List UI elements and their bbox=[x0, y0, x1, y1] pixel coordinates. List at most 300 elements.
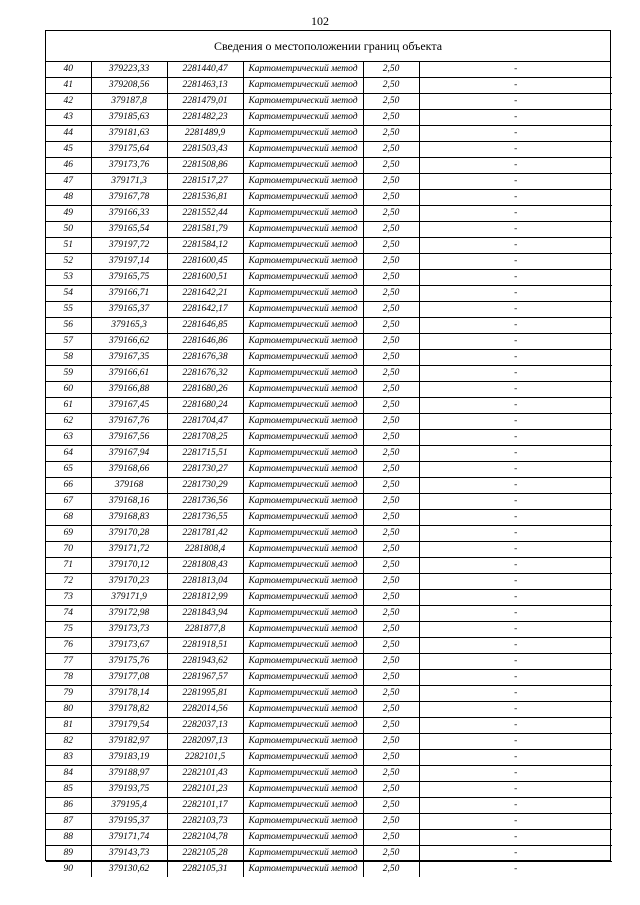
description-cell: - bbox=[419, 222, 612, 238]
x-coordinate-cell: 379168,66 bbox=[91, 462, 167, 478]
description-cell: - bbox=[419, 430, 612, 446]
y-coordinate-cell: 2281503,43 bbox=[167, 142, 243, 158]
description-cell: - bbox=[419, 494, 612, 510]
description-cell: - bbox=[419, 750, 612, 766]
accuracy-cell: 2,50 bbox=[363, 286, 419, 302]
description-cell: - bbox=[419, 174, 612, 190]
method-cell: Картометрический метод bbox=[243, 254, 363, 270]
y-coordinate-cell: 2282105,28 bbox=[167, 846, 243, 862]
point-number-cell: 85 bbox=[46, 782, 91, 798]
table-title: Сведения о местоположении границ объекта bbox=[46, 31, 610, 62]
y-coordinate-cell: 2281600,51 bbox=[167, 270, 243, 286]
description-cell: - bbox=[419, 542, 612, 558]
x-coordinate-cell: 379167,78 bbox=[91, 190, 167, 206]
accuracy-cell: 2,50 bbox=[363, 542, 419, 558]
y-coordinate-cell: 2281508,86 bbox=[167, 158, 243, 174]
accuracy-cell: 2,50 bbox=[363, 190, 419, 206]
x-coordinate-cell: 379179,54 bbox=[91, 718, 167, 734]
description-cell: - bbox=[419, 238, 612, 254]
method-cell: Картометрический метод bbox=[243, 302, 363, 318]
method-cell: Картометрический метод bbox=[243, 606, 363, 622]
method-cell: Картометрический метод bbox=[243, 158, 363, 174]
method-cell: Картометрический метод bbox=[243, 382, 363, 398]
y-coordinate-cell: 2281680,26 bbox=[167, 382, 243, 398]
y-coordinate-cell: 2282104,78 bbox=[167, 830, 243, 846]
method-cell: Картометрический метод bbox=[243, 702, 363, 718]
accuracy-cell: 2,50 bbox=[363, 430, 419, 446]
y-coordinate-cell: 2281995,81 bbox=[167, 686, 243, 702]
table-row bbox=[46, 78, 612, 94]
point-number-cell: 66 bbox=[46, 478, 91, 494]
y-coordinate-cell: 2281552,44 bbox=[167, 206, 243, 222]
method-cell: Картометрический метод bbox=[243, 814, 363, 830]
x-coordinate-cell: 379143,73 bbox=[91, 846, 167, 862]
method-cell: Картометрический метод bbox=[243, 574, 363, 590]
description-cell: - bbox=[419, 718, 612, 734]
point-number-cell: 45 bbox=[46, 142, 91, 158]
point-number-cell: 88 bbox=[46, 830, 91, 846]
method-cell: Картометрический метод bbox=[243, 286, 363, 302]
table-row bbox=[46, 686, 612, 702]
method-cell: Картометрический метод bbox=[243, 270, 363, 286]
description-cell: - bbox=[419, 318, 612, 334]
accuracy-cell: 2,50 bbox=[363, 334, 419, 350]
description-cell: - bbox=[419, 126, 612, 142]
accuracy-cell: 2,50 bbox=[363, 302, 419, 318]
point-number-cell: 57 bbox=[46, 334, 91, 350]
table-row bbox=[46, 318, 612, 334]
x-coordinate-cell: 379171,72 bbox=[91, 542, 167, 558]
table-row bbox=[46, 590, 612, 606]
accuracy-cell: 2,50 bbox=[363, 142, 419, 158]
method-cell: Картометрический метод bbox=[243, 414, 363, 430]
x-coordinate-cell: 379165,37 bbox=[91, 302, 167, 318]
y-coordinate-cell: 2281736,56 bbox=[167, 494, 243, 510]
x-coordinate-cell: 379167,45 bbox=[91, 398, 167, 414]
description-cell: - bbox=[419, 94, 612, 110]
table-row bbox=[46, 350, 612, 366]
y-coordinate-cell: 2281812,99 bbox=[167, 590, 243, 606]
method-cell: Картометрический метод bbox=[243, 334, 363, 350]
y-coordinate-cell: 2281813,04 bbox=[167, 574, 243, 590]
point-number-cell: 71 bbox=[46, 558, 91, 574]
y-coordinate-cell: 2281843,94 bbox=[167, 606, 243, 622]
accuracy-cell: 2,50 bbox=[363, 254, 419, 270]
x-coordinate-cell: 379168,16 bbox=[91, 494, 167, 510]
x-coordinate-cell: 379165,54 bbox=[91, 222, 167, 238]
x-coordinate-cell: 379166,33 bbox=[91, 206, 167, 222]
x-coordinate-cell: 379166,62 bbox=[91, 334, 167, 350]
point-number-cell: 73 bbox=[46, 590, 91, 606]
table-row bbox=[46, 542, 612, 558]
accuracy-cell: 2,50 bbox=[363, 206, 419, 222]
accuracy-cell: 2,50 bbox=[363, 174, 419, 190]
method-cell: Картометрический метод bbox=[243, 478, 363, 494]
description-cell: - bbox=[419, 622, 612, 638]
table-row bbox=[46, 718, 612, 734]
method-cell: Картометрический метод bbox=[243, 318, 363, 334]
table-row bbox=[46, 270, 612, 286]
method-cell: Картометрический метод bbox=[243, 238, 363, 254]
x-coordinate-cell: 379187,8 bbox=[91, 94, 167, 110]
y-coordinate-cell: 2282014,56 bbox=[167, 702, 243, 718]
table-row bbox=[46, 142, 612, 158]
table-row bbox=[46, 334, 612, 350]
point-number-cell: 67 bbox=[46, 494, 91, 510]
method-cell: Картометрический метод bbox=[243, 750, 363, 766]
accuracy-cell: 2,50 bbox=[363, 494, 419, 510]
accuracy-cell: 2,50 bbox=[363, 126, 419, 142]
method-cell: Картометрический метод bbox=[243, 654, 363, 670]
table-row bbox=[46, 862, 612, 878]
accuracy-cell: 2,50 bbox=[363, 574, 419, 590]
method-cell: Картометрический метод bbox=[243, 590, 363, 606]
x-coordinate-cell: 379167,56 bbox=[91, 430, 167, 446]
point-number-cell: 60 bbox=[46, 382, 91, 398]
method-cell: Картометрический метод bbox=[243, 110, 363, 126]
table-row bbox=[46, 238, 612, 254]
x-coordinate-cell: 379166,88 bbox=[91, 382, 167, 398]
method-cell: Картометрический метод bbox=[243, 798, 363, 814]
point-number-cell: 79 bbox=[46, 686, 91, 702]
method-cell: Картометрический метод bbox=[243, 62, 363, 78]
accuracy-cell: 2,50 bbox=[363, 78, 419, 94]
table-row bbox=[46, 302, 612, 318]
point-number-cell: 86 bbox=[46, 798, 91, 814]
table-row bbox=[46, 782, 612, 798]
table-row bbox=[46, 158, 612, 174]
accuracy-cell: 2,50 bbox=[363, 94, 419, 110]
point-number-cell: 52 bbox=[46, 254, 91, 270]
coordinates-table bbox=[46, 62, 612, 877]
x-coordinate-cell: 379197,72 bbox=[91, 238, 167, 254]
description-cell: - bbox=[419, 702, 612, 718]
point-number-cell: 75 bbox=[46, 622, 91, 638]
x-coordinate-cell: 379130,62 bbox=[91, 862, 167, 878]
table-row bbox=[46, 206, 612, 222]
table-row bbox=[46, 702, 612, 718]
point-number-cell: 40 bbox=[46, 62, 91, 78]
method-cell: Картометрический метод bbox=[243, 718, 363, 734]
x-coordinate-cell: 379172,98 bbox=[91, 606, 167, 622]
y-coordinate-cell: 2281676,32 bbox=[167, 366, 243, 382]
table-row bbox=[46, 670, 612, 686]
description-cell: - bbox=[419, 686, 612, 702]
y-coordinate-cell: 2282101,5 bbox=[167, 750, 243, 766]
point-number-cell: 55 bbox=[46, 302, 91, 318]
accuracy-cell: 2,50 bbox=[363, 462, 419, 478]
accuracy-cell: 2,50 bbox=[363, 398, 419, 414]
y-coordinate-cell: 2282103,73 bbox=[167, 814, 243, 830]
method-cell: Картометрический метод bbox=[243, 350, 363, 366]
description-cell: - bbox=[419, 814, 612, 830]
accuracy-cell: 2,50 bbox=[363, 446, 419, 462]
accuracy-cell: 2,50 bbox=[363, 414, 419, 430]
description-cell: - bbox=[514, 864, 518, 875]
y-coordinate-cell: 2282105,31 bbox=[167, 862, 243, 878]
method-cell: Картометрический метод bbox=[243, 430, 363, 446]
accuracy-cell: 2,50 bbox=[363, 510, 419, 526]
x-coordinate-cell: 379193,75 bbox=[91, 782, 167, 798]
method-cell: Картометрический метод bbox=[243, 206, 363, 222]
y-coordinate-cell: 2281440,47 bbox=[167, 62, 243, 78]
point-number-cell: 81 bbox=[46, 718, 91, 734]
y-coordinate-cell: 2281918,51 bbox=[167, 638, 243, 654]
table-row bbox=[46, 766, 612, 782]
method-cell: Картометрический метод bbox=[243, 190, 363, 206]
table-row bbox=[46, 174, 612, 190]
method-cell: Картометрический метод bbox=[243, 638, 363, 654]
boundary-table-frame bbox=[45, 30, 611, 875]
table-row bbox=[46, 94, 612, 110]
accuracy-cell: 2,50 bbox=[363, 382, 419, 398]
y-coordinate-cell: 2281708,25 bbox=[167, 430, 243, 446]
y-coordinate-cell: 2281808,43 bbox=[167, 558, 243, 574]
method-cell: Картометрический метод bbox=[243, 78, 363, 94]
method-cell: Картометрический метод bbox=[243, 94, 363, 110]
table-row bbox=[46, 126, 612, 142]
accuracy-cell: 2,50 bbox=[363, 238, 419, 254]
y-coordinate-cell: 2281517,27 bbox=[167, 174, 243, 190]
table-row bbox=[46, 398, 612, 414]
table-row bbox=[46, 622, 612, 638]
point-number-cell: 62 bbox=[46, 414, 91, 430]
point-number-cell: 63 bbox=[46, 430, 91, 446]
description-cell: - bbox=[419, 510, 612, 526]
point-number-cell: 59 bbox=[46, 366, 91, 382]
accuracy-cell: 2,50 bbox=[363, 62, 419, 78]
table-row bbox=[46, 414, 612, 430]
accuracy-cell: 2,50 bbox=[363, 606, 419, 622]
description-cell: - bbox=[419, 766, 612, 782]
x-coordinate-cell: 379197,14 bbox=[91, 254, 167, 270]
y-coordinate-cell: 2282097,13 bbox=[167, 734, 243, 750]
table-row bbox=[46, 510, 612, 526]
point-number-cell: 49 bbox=[46, 206, 91, 222]
x-coordinate-cell: 379208,56 bbox=[91, 78, 167, 94]
table-row bbox=[46, 494, 612, 510]
accuracy-cell: 2,50 bbox=[363, 526, 419, 542]
description-cell: - bbox=[419, 798, 612, 814]
accuracy-cell: 2,50 bbox=[363, 558, 419, 574]
x-coordinate-cell: 379165,75 bbox=[91, 270, 167, 286]
point-number-cell: 64 bbox=[46, 446, 91, 462]
x-coordinate-cell: 379181,63 bbox=[91, 126, 167, 142]
point-number-cell: 50 bbox=[46, 222, 91, 238]
table-row bbox=[46, 558, 612, 574]
point-number-cell: 41 bbox=[46, 78, 91, 94]
y-coordinate-cell: 2281463,13 bbox=[167, 78, 243, 94]
y-coordinate-cell: 2281680,24 bbox=[167, 398, 243, 414]
page-number: 102 bbox=[311, 14, 329, 28]
method-cell: Картометрический метод bbox=[243, 510, 363, 526]
method-cell: Картометрический метод bbox=[243, 862, 363, 878]
description-cell: - bbox=[419, 398, 612, 414]
description-cell: - bbox=[419, 446, 612, 462]
method-cell: Картометрический метод bbox=[243, 446, 363, 462]
description-cell: - bbox=[419, 366, 612, 382]
accuracy-cell: 2,50 bbox=[363, 110, 419, 126]
method-cell: Картометрический метод bbox=[243, 734, 363, 750]
method-cell: Картометрический метод bbox=[243, 222, 363, 238]
description-cell: - bbox=[419, 590, 612, 606]
point-number-cell: 54 bbox=[46, 286, 91, 302]
point-number-cell: 82 bbox=[46, 734, 91, 750]
y-coordinate-cell: 2281584,12 bbox=[167, 238, 243, 254]
y-coordinate-cell: 2281715,51 bbox=[167, 446, 243, 462]
x-coordinate-cell: 379167,35 bbox=[91, 350, 167, 366]
table-row bbox=[46, 222, 612, 238]
table-row bbox=[46, 478, 612, 494]
x-coordinate-cell: 379188,97 bbox=[91, 766, 167, 782]
x-coordinate-cell: 379182,97 bbox=[91, 734, 167, 750]
point-number-cell: 77 bbox=[46, 654, 91, 670]
x-coordinate-cell: 379183,19 bbox=[91, 750, 167, 766]
accuracy-cell: 2,50 bbox=[363, 670, 419, 686]
point-number-cell: 68 bbox=[46, 510, 91, 526]
table-row bbox=[46, 110, 612, 126]
point-number-cell: 51 bbox=[46, 238, 91, 254]
method-cell: Картометрический метод bbox=[243, 542, 363, 558]
method-cell: Картометрический метод bbox=[243, 398, 363, 414]
point-number-cell: 78 bbox=[46, 670, 91, 686]
table-row bbox=[46, 814, 612, 830]
point-number-cell: 44 bbox=[46, 126, 91, 142]
x-coordinate-cell: 379175,76 bbox=[91, 654, 167, 670]
point-number-cell: 69 bbox=[46, 526, 91, 542]
y-coordinate-cell: 2281808,4 bbox=[167, 542, 243, 558]
table-row bbox=[46, 750, 612, 766]
method-cell: Картометрический метод bbox=[243, 142, 363, 158]
description-cell: - bbox=[419, 382, 612, 398]
table-row bbox=[46, 190, 612, 206]
x-coordinate-cell: 379166,61 bbox=[91, 366, 167, 382]
point-number-cell: 65 bbox=[46, 462, 91, 478]
method-cell: Картометрический метод bbox=[243, 686, 363, 702]
accuracy-cell: 2,50 bbox=[363, 814, 419, 830]
accuracy-cell: 2,50 bbox=[363, 158, 419, 174]
table-row bbox=[46, 62, 612, 78]
x-coordinate-cell: 379178,14 bbox=[91, 686, 167, 702]
description-cell: - bbox=[419, 478, 612, 494]
x-coordinate-cell: 379173,67 bbox=[91, 638, 167, 654]
method-cell: Картометрический метод bbox=[243, 670, 363, 686]
x-coordinate-cell: 379168 bbox=[91, 478, 167, 494]
description-cell: - bbox=[419, 734, 612, 750]
y-coordinate-cell: 2282101,43 bbox=[167, 766, 243, 782]
x-coordinate-cell: 379185,63 bbox=[91, 110, 167, 126]
y-coordinate-cell: 2281730,27 bbox=[167, 462, 243, 478]
accuracy-cell: 2,50 bbox=[363, 318, 419, 334]
table-row bbox=[46, 606, 612, 622]
x-coordinate-cell: 379167,76 bbox=[91, 414, 167, 430]
point-number-cell: 87 bbox=[46, 814, 91, 830]
method-cell: Картометрический метод bbox=[243, 526, 363, 542]
point-number-cell: 53 bbox=[46, 270, 91, 286]
method-cell: Картометрический метод bbox=[243, 558, 363, 574]
y-coordinate-cell: 2282037,13 bbox=[167, 718, 243, 734]
y-coordinate-cell: 2281877,8 bbox=[167, 622, 243, 638]
x-coordinate-cell: 379170,23 bbox=[91, 574, 167, 590]
y-coordinate-cell: 2281482,23 bbox=[167, 110, 243, 126]
point-number-cell: 47 bbox=[46, 174, 91, 190]
point-number-cell: 74 bbox=[46, 606, 91, 622]
point-number-cell: 61 bbox=[46, 398, 91, 414]
accuracy-cell: 2,50 bbox=[363, 734, 419, 750]
accuracy-cell: 2,50 bbox=[363, 638, 419, 654]
description-cell: - bbox=[419, 158, 612, 174]
method-cell: Картометрический метод bbox=[243, 622, 363, 638]
x-coordinate-cell: 379195,4 bbox=[91, 798, 167, 814]
point-number-cell: 58 bbox=[46, 350, 91, 366]
description-cell: - bbox=[419, 62, 612, 78]
description-cell: - bbox=[419, 654, 612, 670]
description-cell: - bbox=[419, 558, 612, 574]
y-coordinate-cell: 2281736,55 bbox=[167, 510, 243, 526]
accuracy-cell: 2,50 bbox=[363, 622, 419, 638]
accuracy-cell: 2,50 bbox=[363, 366, 419, 382]
accuracy-cell: 2,50 bbox=[363, 350, 419, 366]
table-row bbox=[46, 382, 612, 398]
table-row bbox=[46, 798, 612, 814]
accuracy-cell: 2,50 bbox=[363, 718, 419, 734]
table-row bbox=[46, 446, 612, 462]
accuracy-cell: 2,50 bbox=[363, 798, 419, 814]
y-coordinate-cell: 2281781,42 bbox=[167, 526, 243, 542]
description-cell: - bbox=[419, 334, 612, 350]
accuracy-cell: 2,50 bbox=[363, 590, 419, 606]
description-cell: - bbox=[419, 206, 612, 222]
x-coordinate-cell: 379173,73 bbox=[91, 622, 167, 638]
accuracy-cell: 2,50 bbox=[363, 862, 419, 878]
method-cell: Картометрический метод bbox=[243, 366, 363, 382]
y-coordinate-cell: 2281676,38 bbox=[167, 350, 243, 366]
description-cell: - bbox=[419, 270, 612, 286]
y-coordinate-cell: 2281489,9 bbox=[167, 126, 243, 142]
table-row bbox=[46, 638, 612, 654]
description-cell: - bbox=[419, 110, 612, 126]
accuracy-cell: 2,50 bbox=[363, 222, 419, 238]
accuracy-cell: 2,50 bbox=[363, 846, 419, 862]
x-coordinate-cell: 379178,82 bbox=[91, 702, 167, 718]
description-cell: - bbox=[419, 142, 612, 158]
method-cell: Картометрический метод bbox=[243, 126, 363, 142]
x-coordinate-cell: 379171,3 bbox=[91, 174, 167, 190]
y-coordinate-cell: 2282101,23 bbox=[167, 782, 243, 798]
description-cell: - bbox=[419, 782, 612, 798]
y-coordinate-cell: 2281600,45 bbox=[167, 254, 243, 270]
table-row bbox=[46, 526, 612, 542]
point-number-cell: 83 bbox=[46, 750, 91, 766]
method-cell: Картометрический метод bbox=[243, 846, 363, 862]
method-cell: Картометрический метод bbox=[243, 462, 363, 478]
description-cell: - bbox=[419, 462, 612, 478]
y-coordinate-cell: 2281730,29 bbox=[167, 478, 243, 494]
accuracy-cell: 2,50 bbox=[363, 766, 419, 782]
x-coordinate-cell: 379171,9 bbox=[91, 590, 167, 606]
point-number-cell: 80 bbox=[46, 702, 91, 718]
description-cell: - bbox=[419, 606, 612, 622]
method-cell: Картометрический метод bbox=[243, 830, 363, 846]
y-coordinate-cell: 2281646,85 bbox=[167, 318, 243, 334]
table-row bbox=[46, 462, 612, 478]
point-number-cell: 48 bbox=[46, 190, 91, 206]
table-row bbox=[46, 254, 612, 270]
table-row bbox=[46, 286, 612, 302]
y-coordinate-cell: 2282101,17 bbox=[167, 798, 243, 814]
point-number-cell: 90 bbox=[46, 862, 91, 878]
method-cell: Картометрический метод bbox=[243, 174, 363, 190]
